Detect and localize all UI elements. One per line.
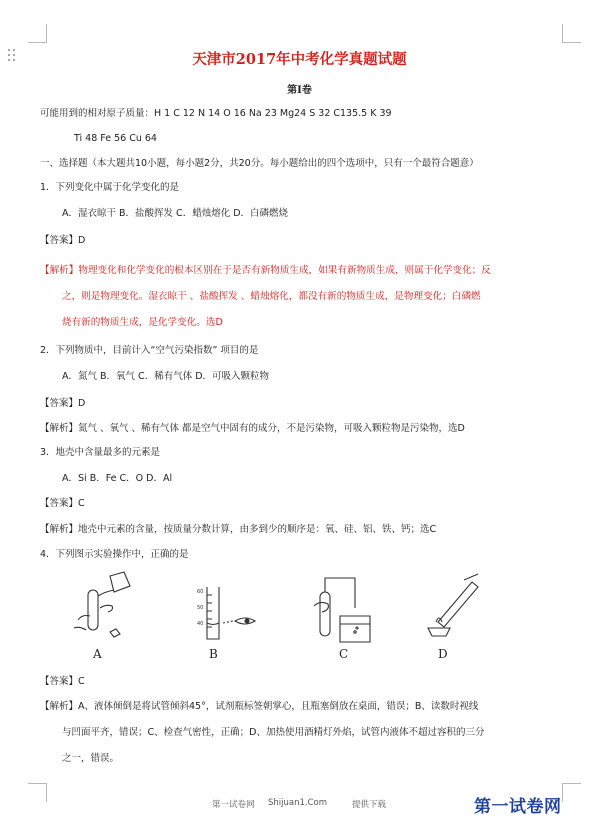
figure-b-reading-cylinder	[195, 585, 265, 645]
crop-mark-top-left	[28, 24, 47, 43]
footer-site-name: 第一试卷网	[212, 800, 255, 810]
figure-a-pouring-liquid	[70, 570, 140, 645]
q2-stem: 2．下列物质中，目前计入“空气污染指数” 项目的是	[40, 345, 259, 356]
footer-url[interactable]: Shijuan1.Com	[268, 798, 328, 808]
q1-stem: 1．下列变化中属于化学变化的是	[40, 182, 180, 193]
volume-heading: 第I卷	[287, 85, 312, 96]
figure-label-d: D	[438, 647, 448, 661]
figure-label-a: A	[93, 647, 102, 661]
q4-analysis-line-1: 【解析】A、液体倾倒是将试管倾斜45°，试剂瓶标签朝掌心，且瓶塞倒放在桌面，错误；B、读数时视线	[40, 701, 479, 712]
svg-text:40: 40	[197, 621, 204, 627]
q1-analysis-line-2: 之，则是物理变化。湿衣晾干 、盐酸挥发 、蜡烛熔化，都没有新的物质生成，是物理变化；白磷燃	[62, 291, 481, 302]
q3-answer: 【答案】C	[40, 498, 85, 509]
figure-d-heating-test-tube	[420, 570, 495, 645]
atomic-mass-line-1: 可能用到的相对原子质量：H 1 C 12 N 14 O 16 Na 23 Mg24 S 32 C135.5 K 39	[40, 108, 392, 119]
q1-options: A．湿衣晾干 B．盐酸挥发 C．蜡烛熔化 D．白磷燃烧	[62, 208, 289, 219]
crop-mark-bottom-right	[562, 783, 581, 802]
figure-c-airtightness-check	[310, 570, 385, 645]
page-title: 天津市2017年中考化学真题试题	[192, 51, 407, 68]
figure-label-b: B	[209, 647, 218, 661]
q4-analysis-line-2: 与凹面平齐，错误；C、检查气密性，正确；D、加热使用酒精灯外焰，试管内液体不超过容积的三分	[62, 727, 485, 738]
figure-label-c: C	[339, 647, 349, 661]
q1-analysis-line-1: 【解析】物理变化和化学变化的根本区别在于是否有新物质生成，如果有新物质生成，则属于化学变化；反	[40, 265, 491, 276]
svg-text:60: 60	[197, 589, 204, 595]
q2-analysis-line-1: 【解析】氮气 、氧气 、稀有气体 都是空气中固有的成分，不是污染物，可吸入颗粒物是污染物，选D	[40, 423, 465, 434]
q1-analysis-line-3: 烧有新的物质生成，是化学变化。选D	[62, 317, 223, 328]
q1-answer: 【答案】D	[40, 235, 86, 246]
footer-download: 提供下载	[352, 800, 387, 810]
q4-answer: 【答案】C	[40, 676, 85, 687]
q3-options: A．Si B．Fe C．O D．Al	[62, 473, 173, 484]
crop-mark-top-right	[562, 24, 581, 43]
crop-mark-bottom-left	[28, 783, 47, 802]
section-heading: 一、选择题（本大题共10小题，每小题2分，共20分。每小题给出的四个选项中，只有一个最符合题意）	[40, 158, 479, 169]
brand-logo-text: 第一试卷网	[474, 797, 562, 817]
q3-analysis-line-1: 【解析】地壳中元素的含量，按质量分数计算，由多到少的顺序是：氧、硅、铝、铁、钙；选C	[40, 524, 437, 535]
q3-stem: 3．地壳中含量最多的元素是	[40, 447, 161, 458]
q4-stem: 4．下列图示实验操作中，正确的是	[40, 549, 189, 560]
svg-text:50: 50	[197, 605, 204, 611]
q2-answer: 【答案】D	[40, 398, 86, 409]
q2-options: A．氮气 B．氧气 C．稀有气体 D．可吸入颗粒物	[62, 371, 270, 382]
q4-analysis-line-3: 之一，错误。	[62, 753, 120, 764]
atomic-mass-line-2: Ti 48 Fe 56 Cu 64	[74, 133, 157, 144]
